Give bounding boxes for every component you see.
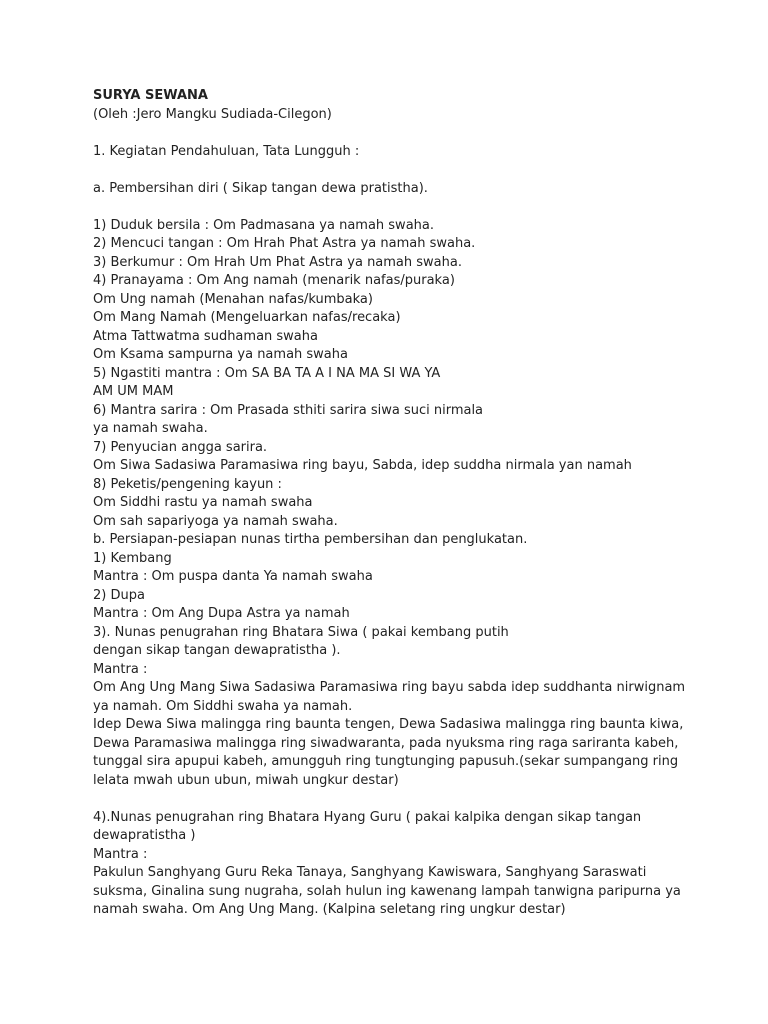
text-line: Om Ung namah (Menahan nafas/kumbaka) [93, 291, 373, 307]
text-line: 3). Nunas penugrahan ring Bhatara Siwa ( pakai kembang putih [93, 624, 509, 640]
text-line: namah swaha. Om Ang Ung Mang. (Kalpina seletang ring ungkur destar) [93, 902, 566, 917]
document-title: SURYA SEWANA [93, 88, 208, 103]
text-line: 6) Mantra sarira : Om Prasada sthiti sarira siwa suci nirmala [93, 402, 484, 418]
text-line: lelata mwah ubun ubun, miwah ungkur destar) [93, 772, 399, 788]
text-line: 5) Ngastiti mantra : Om SA BA TA A I NA MA SI WA YA [93, 365, 441, 381]
text-line: dewapratistha ) [93, 828, 196, 843]
document-lines [93, 106, 743, 920]
text-line: b. Persiapan-pesiapan nunas tirtha pembersihan dan penglukatan. [93, 532, 528, 547]
text-line: (Oleh :Jero Mangku Sudiada-Cilegon) [93, 106, 332, 122]
text-line: Om Siddhi rastu ya namah swaha [93, 495, 313, 510]
text-line: 1. Kegiatan Pendahuluan, Tata Lungguh : [93, 143, 360, 159]
blank-line [93, 790, 743, 809]
text-line: 1) Duduk bersila : Om Padmasana ya namah swaha. [93, 217, 434, 233]
text-line: 7) Penyucian angga sarira. [93, 439, 268, 455]
text-line: Om sah sapariyoga ya namah swaha. [93, 513, 338, 529]
text-line: 4) Pranayama : Om Ang namah (menarik nafas/puraka) [93, 273, 455, 288]
text-line: dengan sikap tangan dewapratistha ). [93, 643, 341, 658]
text-line: ya namah swaha. [93, 421, 208, 436]
text-line: a. Pembersihan diri ( Sikap tangan dewa pratistha). [93, 180, 428, 196]
text-line: Atma Tattwatma sudhaman swaha [93, 328, 318, 344]
text-line: 2) Mencuci tangan : Om Hrah Phat Astra ya namah swaha. [93, 236, 476, 251]
text-line: Om Mang Namah (Mengeluarkan nafas/recaka) [93, 310, 401, 325]
text-line: suksma, Ginalina sung nugraha, solah hulun ing kawenang lampah tanwigna paripurna ya [93, 883, 681, 899]
text-line: 4).Nunas penugrahan ring Bhatara Hyang Guru ( pakai kalpika dengan sikap tangan [93, 809, 642, 825]
text-line: Om Siwa Sadasiwa Paramasiwa ring bayu, Sabda, idep suddha nirmala yan namah [93, 458, 632, 473]
text-line: 1) Kembang [93, 550, 172, 566]
text-line: Pakulun Sanghyang Guru Reka Tanaya, Sanghyang Kawiswara, Sanghyang Saraswati [93, 865, 647, 880]
text-line: 8) Peketis/pengening kayun : [93, 476, 282, 492]
text-line: Idep Dewa Siwa malingga ring baunta tengen, Dewa Sadasiwa malingga ring baunta kiwa, [93, 717, 684, 732]
text-line: 2) Dupa [93, 587, 145, 603]
text-line: Mantra : [93, 661, 148, 677]
blank-line [93, 198, 743, 217]
text-line: Om Ang Ung Mang Siwa Sadasiwa Paramasiwa ring bayu sabda idep suddhanta nirwignam [93, 680, 686, 695]
text-line: AM UM MAM [93, 384, 174, 399]
document-body [93, 87, 743, 920]
text-line: Mantra : [93, 846, 148, 862]
text-line: Mantra : Om puspa danta Ya namah swaha [93, 569, 373, 584]
text-line: Dewa Paramasiwa malingga ring siwadwaranta, pada nyuksma ring raga sariranta kabeh, [93, 735, 679, 751]
text-line: 3) Berkumur : Om Hrah Um Phat Astra ya namah swaha. [93, 254, 462, 270]
blank-line [93, 161, 743, 180]
blank-line [93, 124, 743, 143]
text-line: ya namah. Om Siddhi swaha ya namah. [93, 698, 353, 714]
text-line: Om Ksama sampurna ya namah swaha [93, 347, 348, 362]
text-line: Mantra : Om Ang Dupa Astra ya namah [93, 606, 350, 621]
text-line: tunggal sira apupui kabeh, amungguh ring tungtunging papusuh.(sekar sumpangang ring [93, 754, 679, 769]
